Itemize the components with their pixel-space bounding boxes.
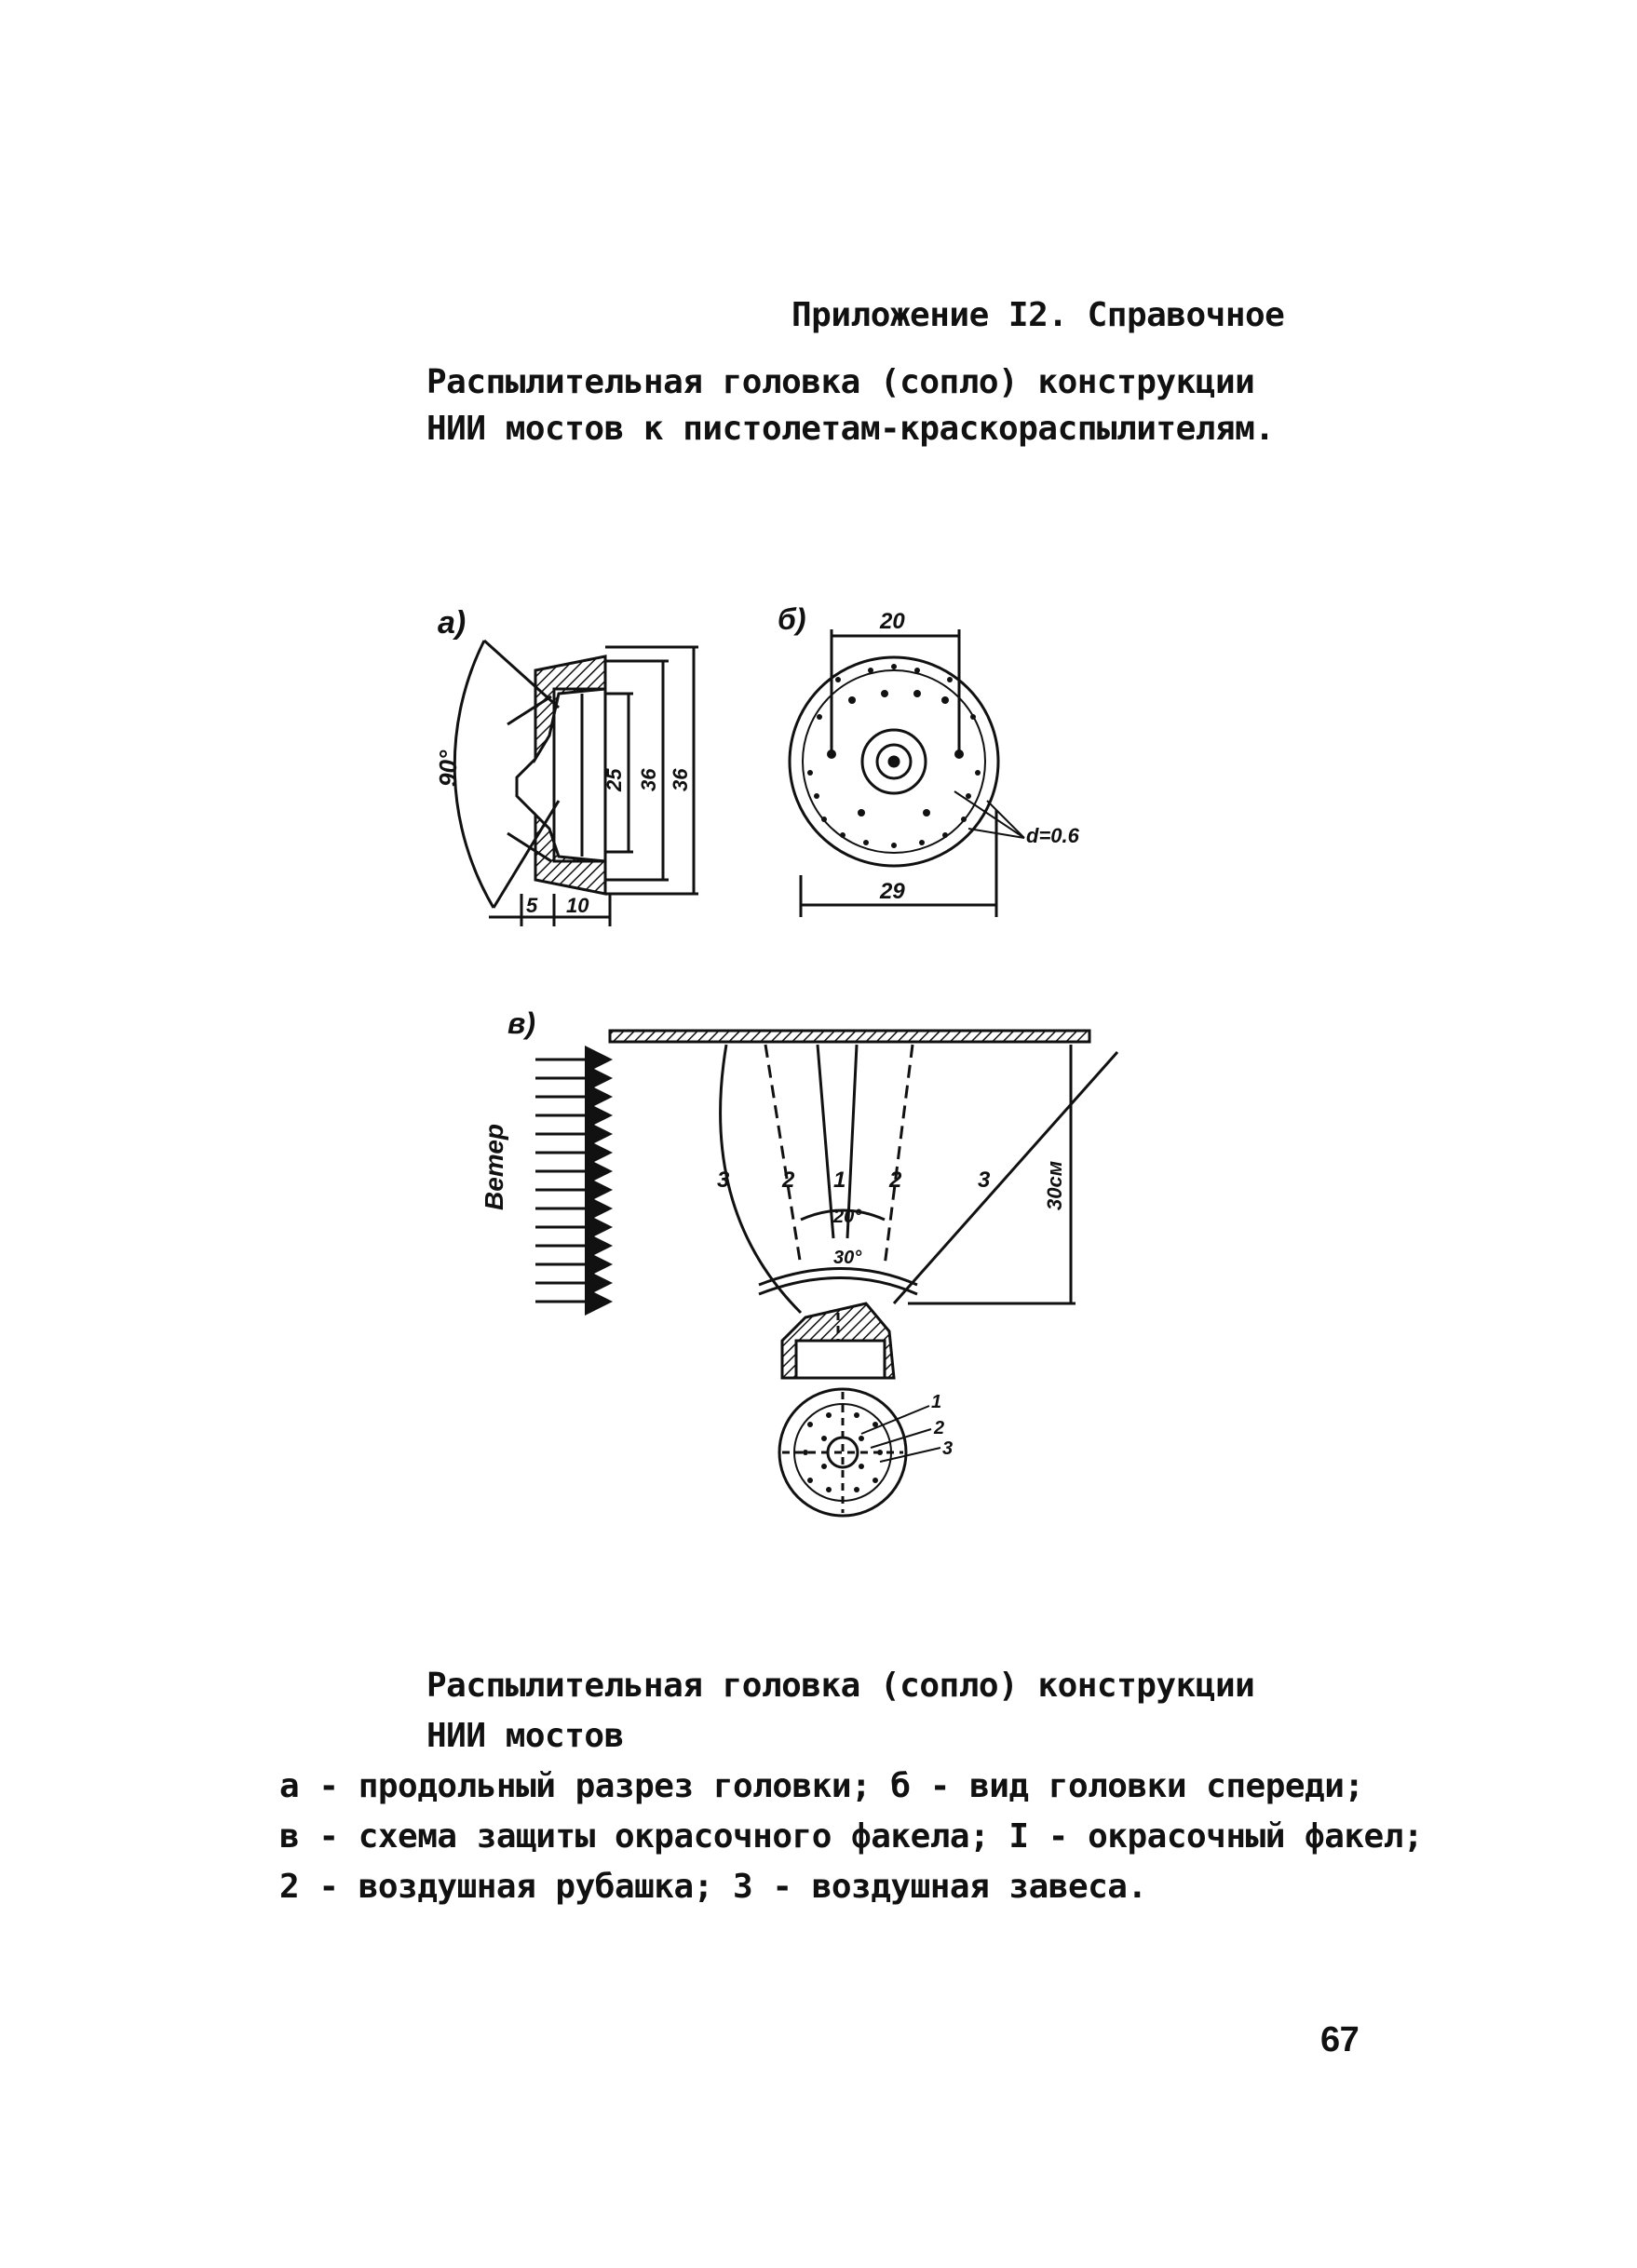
dim-20: 20 xyxy=(880,609,905,634)
dim-29: 29 xyxy=(880,879,905,904)
figure-b-label: б) xyxy=(778,602,806,636)
page-number: 67 xyxy=(1320,2020,1360,2059)
caption-line-1: Распылительная головка (сопло) конструкции xyxy=(426,1667,1255,1705)
figure-b-front-view xyxy=(790,629,1024,917)
dim-25: 25 xyxy=(602,768,626,791)
angle-outer: 30° xyxy=(833,1248,862,1268)
zone-2-left: 2 xyxy=(782,1168,795,1193)
appendix-heading: Приложение I2. Справочное xyxy=(791,296,1285,334)
dim-10: 10 xyxy=(566,894,589,917)
hole-diameter: d=0.6 xyxy=(1026,824,1079,847)
zone-1: 1 xyxy=(833,1168,846,1193)
figure-a-section xyxy=(454,641,698,926)
angle-inner: 20° xyxy=(833,1207,862,1227)
zone-2-right: 2 xyxy=(889,1168,902,1193)
figure-a-label: а) xyxy=(438,605,467,641)
zone-3-left: 3 xyxy=(717,1168,730,1193)
small-label-2: 2 xyxy=(934,1418,945,1438)
caption-line-2: НИИ мостов xyxy=(426,1717,624,1755)
small-label-1: 1 xyxy=(931,1392,942,1412)
small-label-3: 3 xyxy=(942,1438,954,1459)
angle-label: 90° xyxy=(434,749,462,787)
dim-36-outer: 36 xyxy=(669,768,692,791)
wind-label: Ветер xyxy=(480,1124,508,1210)
title-line-2: НИИ мостов к пистолетам-краскораспылителям. xyxy=(426,410,1275,448)
figure-c-scheme xyxy=(535,1031,1117,1516)
caption-line-3: а - продольный разрез головки; б - вид головки спереди; xyxy=(279,1767,1364,1805)
caption-line-5: 2 - воздушная рубашка; 3 - воздушная завеса. xyxy=(279,1868,1147,1906)
figure-c-label: в) xyxy=(507,1006,535,1040)
distance-label: 30см xyxy=(1043,1161,1066,1210)
zone-3-right: 3 xyxy=(978,1168,991,1193)
dim-5: 5 xyxy=(526,894,538,917)
caption-line-4: в - схема защиты окрасочного факела; I - окрасочный факел; xyxy=(279,1817,1424,1856)
dim-36-inner: 36 xyxy=(637,768,660,791)
title-line-1: Распылительная головка (сопло) конструкции xyxy=(426,363,1255,401)
